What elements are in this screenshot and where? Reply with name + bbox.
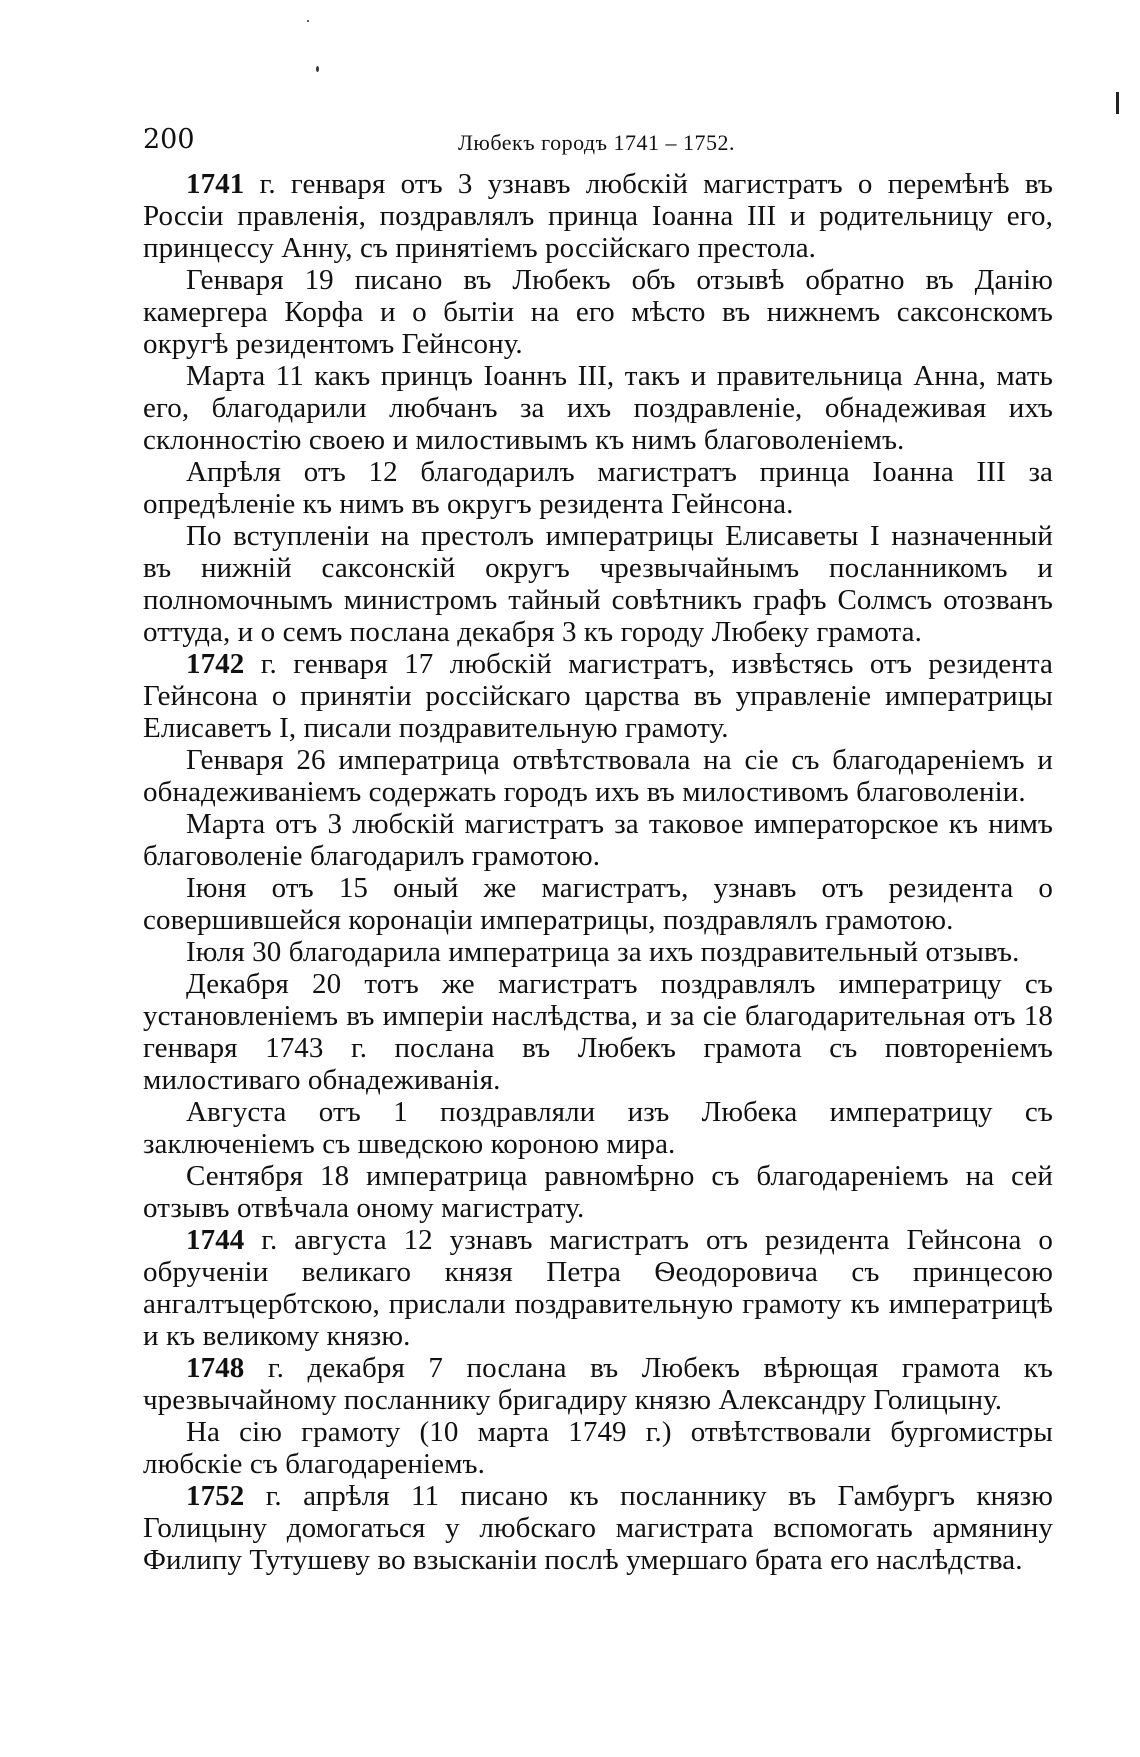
paragraph bbox=[143, 1352, 1053, 1416]
year-label: 1742 bbox=[186, 648, 245, 680]
paragraph-text: Сентября 18 императрица равномѣрно съ благодареніемъ на сей отзывъ отвѣчала оному магистрату. bbox=[143, 1160, 1053, 1224]
scan-edge-mark bbox=[1116, 92, 1119, 114]
paragraph-text: Іюля 30 благодарила императрица за ихъ поздравительный отзывъ. bbox=[186, 936, 1020, 968]
paragraph-text: Августа отъ 1 поздравляли изъ Любека императрицу съ заключеніемъ съ шведскою короною мира. bbox=[143, 1096, 1053, 1160]
paragraph bbox=[143, 744, 1053, 808]
paragraph-text: г. генваря 17 любскій магистратъ, извѣстясь отъ резидента Гейнсона о принятіи россійскаго царства въ управленіе императрицы Елисаветъ I, писали поздравительную грамоту. bbox=[143, 648, 1053, 744]
paragraph bbox=[143, 1096, 1053, 1160]
page-body bbox=[143, 168, 1053, 1576]
paragraph-text: По вступленіи на престолъ императрицы Елисаветы I назначенный въ нижній саксонскій округъ чрезвычайнымъ посланникомъ и полномочнымъ министромъ тайный совѣтникъ графъ Солмсъ отозванъ оттуда, и о семъ послана декабря 3 къ городу Любеку грамота. bbox=[143, 520, 1053, 648]
paragraph-text: г. апрѣля 11 писано къ посланнику въ Гамбургъ князю Голицыну домогаться у любскаго магистрата вспомогать армянину Филипу Тутушеву во взысканіи послѣ умершаго брата его наслѣдства. bbox=[143, 1480, 1053, 1576]
paragraph bbox=[143, 360, 1053, 456]
paragraph bbox=[143, 808, 1053, 872]
paragraph bbox=[143, 520, 1053, 648]
year-label: 1748 bbox=[186, 1352, 245, 1384]
paragraph bbox=[143, 168, 1053, 264]
paragraph bbox=[143, 1224, 1053, 1352]
paragraph-text: г. генваря отъ 3 узнавъ любскій магистратъ о перемѣнѣ въ Россіи правленія, поздравлялъ принца Іоанна III и родительницу его, принцессу Анну, съ принятіемъ россійскаго престола. bbox=[143, 168, 1053, 264]
paragraph bbox=[143, 1416, 1053, 1480]
paragraph-text: Іюня отъ 15 оный же магистратъ, узнавъ отъ резидента о совершившейся коронаціи императрицы, поздравлялъ грамотою. bbox=[143, 872, 1053, 936]
paragraph bbox=[143, 872, 1053, 936]
paragraph-text: Генваря 26 императрица отвѣтствовала на сіе съ благодареніемъ и обнадеживаніемъ содержать городъ ихъ въ милостивомъ благоволеніи. bbox=[143, 744, 1053, 808]
scan-speck bbox=[316, 66, 319, 72]
paragraph bbox=[143, 456, 1053, 520]
paragraph bbox=[143, 968, 1053, 1096]
paragraph-text: Марта 11 какъ принцъ Іоаннъ III, такъ и правительница Анна, мать его, благодарили любчанъ за ихъ поздравленіе, обнадеживая ихъ склонностію своею и милостивымъ къ нимъ благоволеніемъ. bbox=[143, 360, 1053, 456]
paragraph bbox=[143, 1160, 1053, 1224]
paragraph bbox=[143, 264, 1053, 360]
year-label: 1744 bbox=[186, 1224, 245, 1256]
paragraph-text: г. декабря 7 послана въ Любекъ вѣрющая грамота къ чрезвычайному посланнику бригадиру князю Александру Голицыну. bbox=[143, 1352, 1053, 1416]
scan-speck bbox=[307, 20, 309, 22]
running-head: Любекъ городъ 1741 – 1752. bbox=[458, 130, 735, 155]
paragraph-text: Апрѣля отъ 12 благодарилъ магистратъ принца Іоанна III за опредѣленіе къ нимъ въ округъ резидента Гейнсона. bbox=[143, 456, 1053, 520]
paragraph bbox=[143, 936, 1053, 968]
paragraph bbox=[143, 1480, 1053, 1576]
year-label: 1741 bbox=[186, 168, 245, 200]
paragraph bbox=[143, 648, 1053, 744]
paragraph-text: На сію грамоту (10 марта 1749 г.) отвѣтствовали бургомистры любскіе съ благодареніемъ. bbox=[143, 1416, 1053, 1480]
page-number: 200 bbox=[143, 124, 195, 155]
year-label: 1752 bbox=[186, 1480, 245, 1512]
paragraph-text: Генваря 19 писано въ Любекъ объ отзывѣ обратно въ Данію камергера Корфа и о бытіи на его мѣсто въ нижнемъ саксонскомъ округѣ резидентомъ Гейнсону. bbox=[143, 264, 1053, 360]
paragraph-text: г. августа 12 узнавъ магистратъ отъ резидента Гейнсона о обрученіи великаго князя Петра Ѳеодоровича съ принцесою ангалтъцербтскою, прислали поздравительную грамоту къ императрицѣ и къ великому князю. bbox=[143, 1224, 1053, 1352]
paragraph-text: Марта отъ 3 любскій магистратъ за таковое императорское къ нимъ благоволеніе благодарилъ грамотою. bbox=[143, 808, 1053, 872]
page-header bbox=[143, 124, 1053, 164]
paragraph-text: Декабря 20 тотъ же магистратъ поздравлялъ императрицу съ установленіемъ въ имперіи наслѣдства, и за сіе благодарительная отъ 18 генваря 1743 г. послана въ Любекъ грамота съ повтореніемъ милостиваго обнадеживанія. bbox=[143, 968, 1053, 1096]
